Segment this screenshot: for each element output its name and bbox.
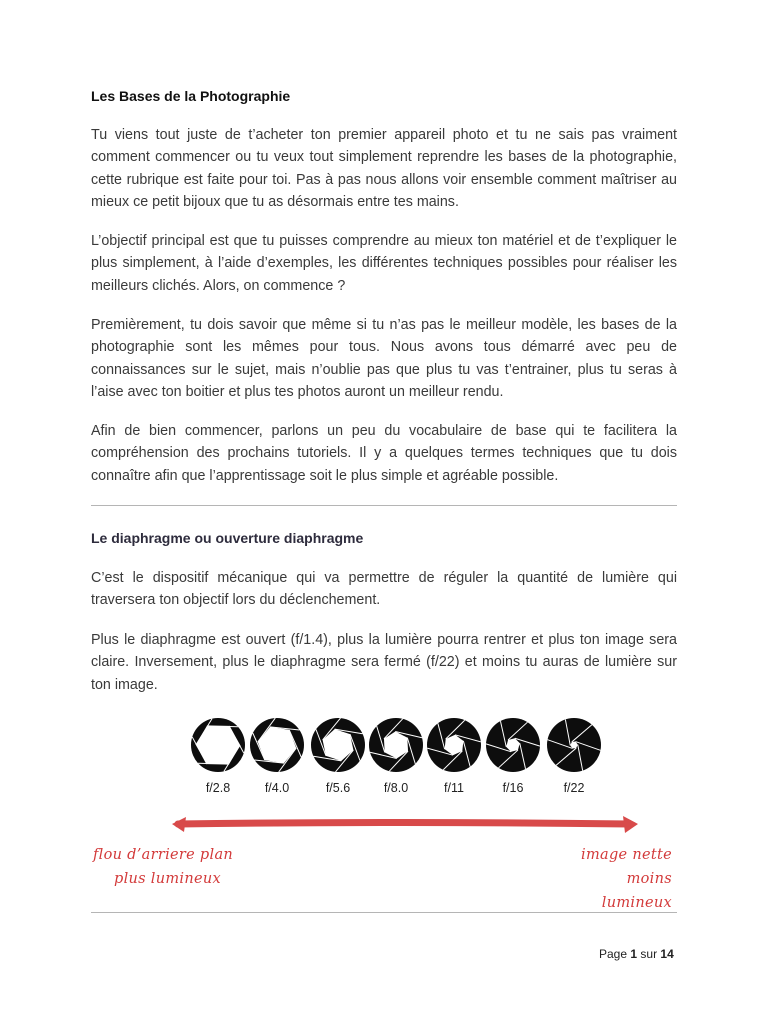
footer-page-number: 1 [630, 947, 638, 961]
left-note [93, 843, 233, 891]
aperture-label: f/5.6 [325, 781, 351, 795]
arrow-left-head [172, 817, 186, 832]
section-divider [91, 505, 677, 506]
intro-paragraph-2: L’objectif principal est que tu puisses comprendre au mieux ton matériel et de t’expliquer le plus simplement, à l’aide d’exemples, les différentes techniques possibles pour réaliser les meilleurs clichés. Alors, on commence ? [91, 233, 677, 294]
aperture-icon [366, 715, 426, 775]
aperture-icon [188, 715, 248, 775]
intro-paragraph-3: Premièrement, tu dois savoir que même si tu n’as pas le meilleur modèle, les bases de la photographie sont les mêmes pour tous. Nous avons tous démarré avec peu de connaissances sur le sujet, mais n’oublie pas que plus tu vas t’entrainer, plus tu seras à l’aise avec ton boitier et plus tes photos auront un meilleur rendu. [91, 317, 677, 400]
aperture-label: f/11 [444, 781, 464, 795]
left-note-line-2: plus lumineux [114, 871, 222, 887]
aperture-icon [308, 715, 368, 775]
aperture-label: f/22 [563, 781, 585, 795]
footer-page-word: Page [599, 947, 628, 961]
aperture-icon [424, 715, 484, 775]
left-note-line-1: flou d’arriere plan [93, 847, 234, 863]
footer-total-pages: 14 [660, 947, 674, 961]
section-heading: Le diaphragme ou ouverture diaphragme [91, 530, 364, 546]
intro-paragraph-4: Afin de bien commencer, parlons un peu du vocabulaire de base qui te facilitera la compréhension des prochains tutoriels. Il y a quelques termes techniques que tu dois connaître afin que l’apprentissage soit le plus simple et agréable possible. [91, 423, 677, 484]
footer-of-word: sur [640, 947, 658, 961]
aperture-label: f/8.0 [383, 781, 409, 795]
intro-paragraph-1: Tu viens tout juste de t’acheter ton premier appareil photo et tu ne sais pas vraiment comment commencer ou tu veux tout simplement reprendre les bases de la photographie, cette rubrique est faite pour toi. Pas à pas nous allons voir ensemble comment maîtriser au mieux ce petit bijoux que tu as désormais entre tes mains. [91, 127, 677, 210]
aperture-icon [544, 715, 604, 775]
aperture-label: f/4.0 [264, 781, 290, 795]
arrow-figure [0, 805, 768, 845]
diaphragm-paragraph-2: Plus le diaphragme est ouvert (f/1.4), plus la lumière pourra rentrer et plus ton image sera claire. Inversement, plus le diaphragme sera fermé (f/22) et moins tu auras de lumière sur ton image. [91, 632, 677, 693]
diaphragm-paragraph-1: C’est le dispositif mécanique qui va permettre de réguler la quantité de lumière qui traversera ton objectif lors du déclenchement. [91, 570, 677, 609]
right-note-line-2: moins lumineux [601, 871, 672, 911]
aperture-icon [247, 715, 307, 775]
right-note [558, 843, 672, 915]
page-footer [599, 947, 674, 961]
arrow-right-head [623, 816, 638, 833]
aperture-label: f/16 [502, 781, 524, 795]
aperture-icon [483, 715, 543, 775]
bottom-divider [91, 912, 677, 913]
aperture-label: f/2.8 [205, 781, 231, 795]
double-arrow-icon [178, 823, 630, 825]
page-title: Les Bases de la Photographie [91, 88, 291, 104]
right-note-line-1: image nette [581, 847, 672, 863]
